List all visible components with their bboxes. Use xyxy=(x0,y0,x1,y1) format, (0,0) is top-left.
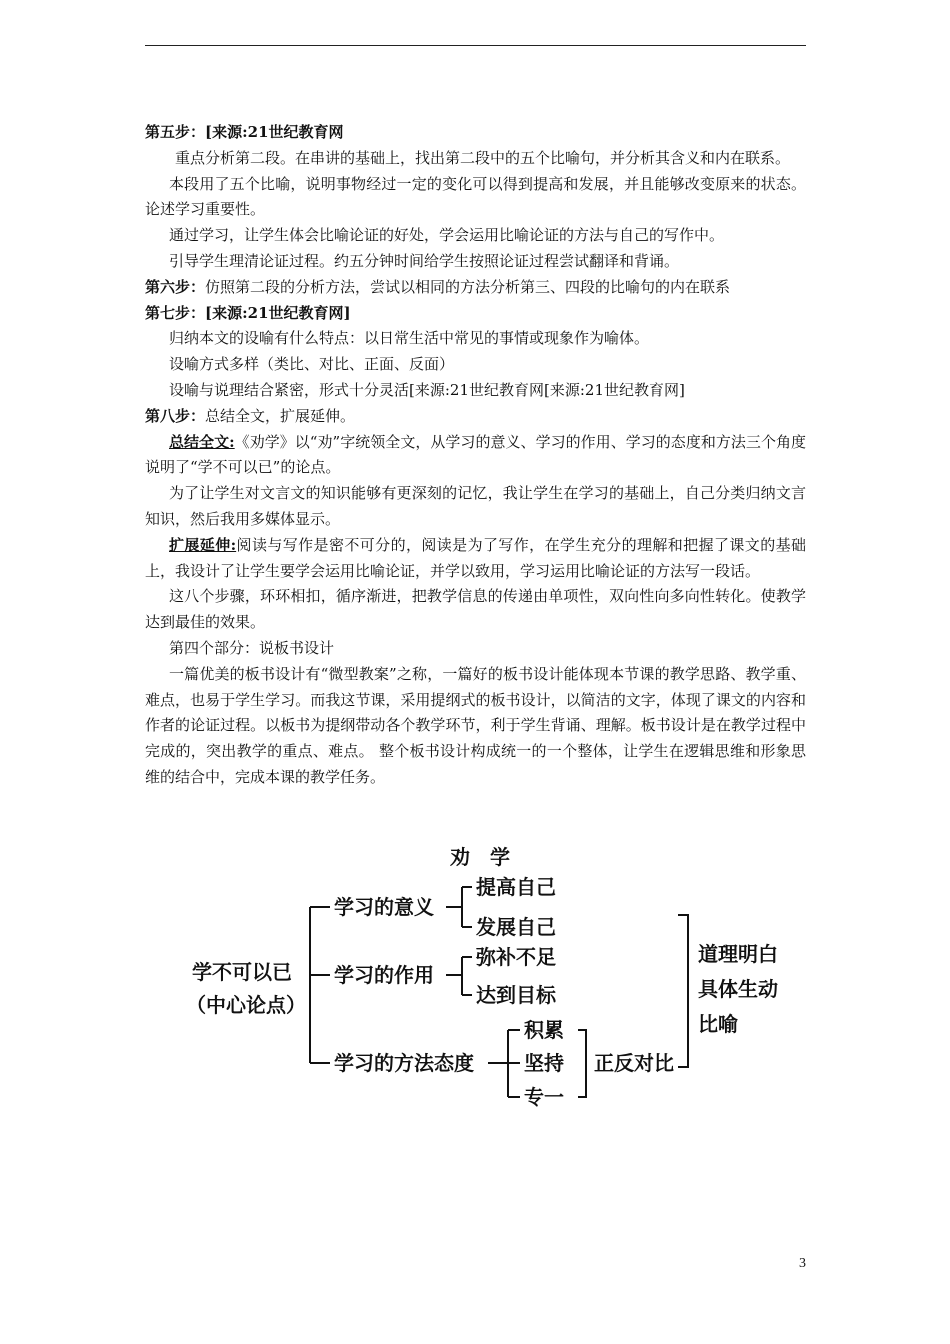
page-number: 3 xyxy=(799,1256,806,1271)
summary-label: 总结全文: xyxy=(169,432,235,451)
step8-line xyxy=(145,404,806,430)
summary-body: 《劝学》以“劝”字统领全文，从学习的意义、学习的作用、学习的态度和方法三个角度说明了“学不可以已”的论点。 xyxy=(145,432,807,477)
eight-steps-para: 这八个步骤，环环相扣，循序渐进，把教学信息的传递由单项性，双向性向多向性转化。使教学达到最佳的效果。 xyxy=(145,587,806,632)
step7-heading: 第七步：[来源:21世纪教育网] xyxy=(145,303,351,322)
memory-para: 为了让学生对文言文的知识能够有更深刻的记忆，我让学生在学习的基础上，自己分类归纳文言知识，然后我用多媒体显示。 xyxy=(145,484,806,528)
conclusion-line-2: 具体生动 xyxy=(698,977,778,1001)
center-thesis-note: （中心论点） xyxy=(186,993,306,1017)
conclusion-line-3: 比喻 xyxy=(698,1012,738,1036)
branch-method: 学习的方法态度 xyxy=(334,1051,474,1075)
header-rule xyxy=(145,45,806,46)
diagram-title: 劝 学 xyxy=(450,845,510,869)
step5-heading: 第五步：[来源:21世纪教育网 xyxy=(145,123,344,141)
center-thesis: 学不可以已 xyxy=(192,960,292,984)
step6-line xyxy=(145,275,806,301)
part4-heading: 第四个部分：说板书设计 xyxy=(169,638,335,657)
body-text xyxy=(145,120,806,791)
branch-meaning-item-1: 提高自己 xyxy=(476,875,556,899)
contrast-label: 正反对比 xyxy=(594,1051,674,1075)
step5-para-1: 重点分析第二段。在串讲的基础上，找出第二段中的五个比喻句，并分析其含义和内在联系。 xyxy=(175,148,791,167)
step8-body: 总结全文，扩展延伸。 xyxy=(205,406,356,425)
step8-heading: 第八步： xyxy=(145,406,206,425)
step5-para-2: 本段用了五个比喻，说明事物经过一定的变化可以得到提高和发展，并且能够改变原来的状态。论述学习重要性。 xyxy=(145,174,806,219)
branch-meaning: 学习的意义 xyxy=(334,895,434,919)
step7-para-2: 设喻方式多样（类比、对比、正面、反面） xyxy=(169,355,455,374)
extend-para xyxy=(145,533,806,585)
board-design-diagram xyxy=(170,835,810,1125)
branch-function-item-1: 弥补不足 xyxy=(476,945,556,969)
board-design-para: 一篇优美的板书设计有“微型教案”之称，一篇好的板书设计能体现本节课的教学思路、教学重、难点，也易于学生学习。而我这节课，采用提纲式的板书设计，以简洁的文字，体现了课文的内容和作者的论证过程。以板书为提纲带动各个教学环节，利于学生背诵、理解。板书设计是在教学过程中完成的，突出教学的重点、难点。 整个板书设计构成统一的一个整体，让学生在逻辑思维和形象思维的结合中，完成本课的教学任务。 xyxy=(145,664,806,786)
extend-body: 阅读与写作是密不可分的，阅读是为了写作，在学生充分的理解和把握了课文的基础上，我设计了让学生要学会运用比喻论证，并学以致用，学习运用比喻论证的方法写一段话。 xyxy=(145,535,806,580)
branch-method-item-3: 专一 xyxy=(524,1085,564,1109)
step6-heading: 第六步： xyxy=(145,277,206,296)
step6-body: 仿照第二段的分析方法，尝试以相同的方法分析第三、四段的比喻句的内在联系 xyxy=(205,277,731,296)
branch-meaning-item-2: 发展自己 xyxy=(476,915,556,939)
branch-function-item-2: 达到目标 xyxy=(476,983,556,1007)
step7-para-3: 设喻与说理结合紧密，形式十分灵活[来源:21世纪教育网[来源:21世纪教育网] xyxy=(169,380,685,399)
branch-function: 学习的作用 xyxy=(334,963,434,987)
step7-para-1: 归纳本文的设喻有什么特点：以日常生活中常见的事情或现象作为喻体。 xyxy=(169,329,650,348)
branch-method-item-1: 积累 xyxy=(524,1018,564,1042)
conclusion-line-1: 道理明白 xyxy=(698,942,778,966)
extend-label: 扩展延伸: xyxy=(169,535,237,554)
summary-para xyxy=(145,430,806,482)
step5-para-4: 引导学生理清论证过程。约五分钟时间给学生按照论证过程尝试翻译和背诵。 xyxy=(169,251,680,270)
step5-para-3: 通过学习，让学生体会比喻论证的好处，学会运用比喻论证的方法与自己的写作中。 xyxy=(169,226,725,245)
branch-method-item-2: 坚持 xyxy=(524,1051,564,1075)
